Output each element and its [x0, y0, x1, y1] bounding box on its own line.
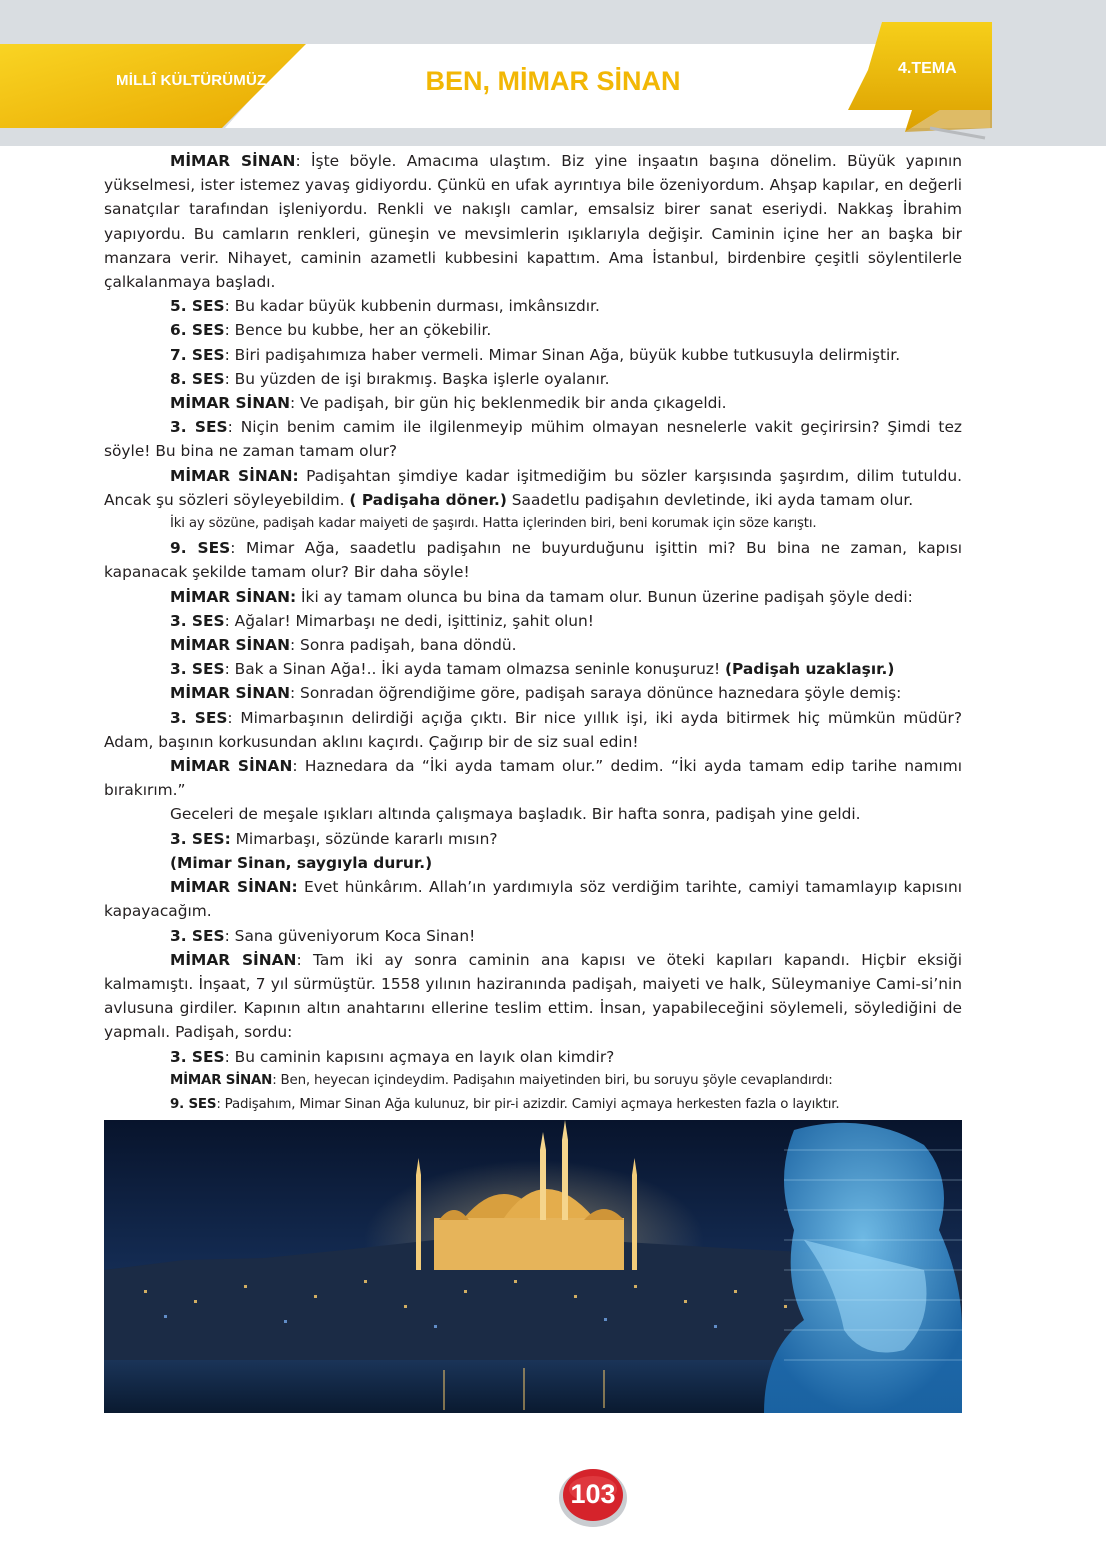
- paragraph: [104, 657, 962, 681]
- speaker: 3. SES: [170, 708, 228, 727]
- speaker: 9. SES: [170, 539, 231, 558]
- paragraph: [104, 512, 962, 536]
- line: : Ben, heyecan içindeydim. Padişahın maiyetinden biri, bu soruyu şöyle cevaplandırdı:: [272, 1072, 833, 1088]
- page-number: 103: [570, 1479, 616, 1509]
- speaker: MİMAR SİNAN: [170, 757, 293, 776]
- speaker: MİMAR SİNAN:: [170, 878, 298, 897]
- line: : Bak a Sinan Ağa!.. İki ayda tamam olmazsa seninle konuşuruz!: [224, 660, 726, 679]
- speaker: MİMAR SİNAN:: [170, 587, 297, 606]
- line: : Niçin benim camim ile ilgilenmeyip mühim olmayan nesnelerle vakit geçirirsin? Şimdi tez söyle! Bu bina ne zaman tamam olur?: [104, 418, 962, 461]
- paragraph: [104, 1069, 962, 1093]
- paragraph: [104, 536, 962, 584]
- paragraph: [104, 1045, 962, 1069]
- stage-direction: (Padişah uzaklaşır.): [725, 660, 895, 679]
- line: : Sana güveniyorum Koca Sinan!: [224, 926, 476, 945]
- line: : Sonra padişah, bana döndü.: [289, 636, 517, 655]
- paragraph: [104, 706, 962, 754]
- paragraph: [104, 149, 962, 294]
- speaker: MİMAR SİNAN: [170, 636, 290, 655]
- paragraph: [104, 318, 962, 342]
- speaker: MİMAR SİNAN: [170, 950, 297, 969]
- speaker: 3. SES:: [170, 829, 231, 848]
- paragraph: [104, 343, 962, 367]
- speaker: MİMAR SİNAN: [170, 684, 290, 703]
- speaker: 7. SES: [170, 345, 225, 364]
- line: : Bu kadar büyük kubbenin durması, imkânsızdır.: [224, 297, 600, 316]
- speaker: 3. SES: [170, 418, 228, 437]
- page-title: BEN, MİMAR SİNAN: [425, 66, 681, 96]
- line: : Tam iki ay sonra caminin ana kapısı ve öteki kapıları kapandı. Hiçbir eksiği kalmamıştı. İnşaat, 7 yıl sürmüştür. 1558 yılının haziranında padişah, maiyeti ve halk, Süleymaniye Cami-si’nin avlusuna girdiler. Kapının altın anahtarını ellerine teslim ettim. İnsan, yapabileceğini söylemeli, söylediğini de yapmalı. Padişah, sordu:: [104, 950, 962, 1042]
- stage-direction: (Mimar Sinan, saygıyla durur.): [170, 853, 433, 872]
- line: İki ay tamam olunca bu bina da tamam olur. Bunun üzerine padişah şöyle dedi:: [296, 587, 913, 606]
- line: : Haznedara da “İki ayda tamam olur.” dedim. “İki ayda tamam edip tarihe namımı bırakırım.”: [104, 757, 962, 800]
- line: : İşte böyle. Amacıma ulaştım. Biz yine inşaatın başına dönelim. Büyük yapının yükselmesi, ister istemez yavaş gidiyordu. Çünkü en ufak ayrıntıya bile özeniyordum. Ahşap kapılar, en değerli sanatçılar tarafından işleniyordu. Renkli ve nakışlı camlar, emsalsiz birer sanat eseriydi. Nakkaş İbrahim yapıyordu. Bu camların renkleri, güneşin ve mevsimlerin ışıklarıyla değişir. Caminin içine her an başka bir manzara verir. Nihayet, caminin azametli kubbesini kapattım. Ama İstanbul, birdenbire çeşitli söylentilerle çalkalanmaya başladı.: [104, 152, 963, 292]
- paragraph: [104, 1093, 962, 1117]
- page-number-badge: [557, 1464, 629, 1528]
- speaker: MİMAR SİNAN: [170, 152, 296, 170]
- paragraph: [104, 754, 962, 802]
- dialogue-text: [104, 149, 962, 1117]
- line: Padişahtan şimdiye kadar işitmediğim bu sözler karşısında şaşırdım, dilim tutuldu. Ancak şu sözleri söyleyebildim.: [104, 466, 963, 509]
- speaker: 6. SES: [170, 321, 225, 340]
- paragraph: [104, 633, 962, 657]
- paragraph: [104, 851, 962, 875]
- paragraph: [104, 391, 962, 415]
- paragraph: [104, 585, 962, 609]
- paragraph: [104, 681, 962, 705]
- theme-label: 4.TEMA: [898, 60, 957, 77]
- speaker: 3. SES: [170, 611, 225, 630]
- line: : Bu caminin kapısını açmaya en layık olan kimdir?: [224, 1047, 615, 1066]
- line: Evet hünkârım. Allah’ın yardımıyla söz verdiğim tarihte, camiyi tamamlayıp kapısını kapayacağım.: [104, 878, 962, 921]
- line: : Biri padişahımıza haber vermeli. Mimar Sinan Ağa, büyük kubbe tutkusuyla delirmiştir.: [224, 345, 901, 364]
- line: : Mimar Ağa, saadetlu padişahın ne buyurduğunu işittin mi? Bu bina ne zaman, kapısı kapanacak şekilde tamam olur? Bir daha söyle!: [104, 539, 962, 582]
- paragraph: [104, 924, 962, 948]
- paragraph: [104, 948, 962, 1045]
- line: : Bu yüzden de işi bırakmış. Başka işlerle oyalanır.: [224, 369, 610, 388]
- line: İki ay sözüne, padişah kadar maiyeti de şaşırdı. Hatta içlerinden biri, beni korumak için söze karıştı.: [170, 516, 817, 532]
- section-label: MİLLÎ KÜLTÜRÜMÜZ: [116, 72, 267, 89]
- mosque-illustration: [104, 1120, 962, 1413]
- paragraph: [104, 609, 962, 633]
- paragraph: [104, 415, 962, 463]
- speaker: 3. SES: [170, 926, 225, 945]
- paragraph: [104, 875, 962, 923]
- speaker: 9. SES: [170, 1096, 217, 1112]
- speaker: MİMAR SİNAN: [170, 394, 290, 413]
- paragraph: [104, 367, 962, 391]
- speaker: MİMAR SİNAN:: [170, 466, 299, 485]
- paragraph: [104, 802, 962, 826]
- paragraph: [104, 827, 962, 851]
- paragraph: [104, 464, 962, 512]
- speaker: 3. SES: [170, 660, 225, 679]
- stage-direction: ( Padişaha döner.): [349, 490, 507, 509]
- line: : Padişahım, Mimar Sinan Ağa kulunuz, bir pir-i azizdir. Camiyi açmaya herkesten fazla o layıktır.: [216, 1096, 840, 1112]
- line: Saadetlu padişahın devletinde, iki ayda tamam olur.: [506, 490, 914, 509]
- line: : Sonradan öğrendiğime göre, padişah saraya dönünce haznedara şöyle demiş:: [289, 684, 902, 703]
- mosque-night-photo: [104, 1120, 962, 1413]
- line: : Bence bu kubbe, her an çökebilir.: [224, 321, 492, 340]
- speaker: MİMAR SİNAN: [170, 1072, 273, 1088]
- line: : Ağalar! Mimarbaşı ne dedi, işittiniz, şahit olun!: [224, 611, 594, 630]
- line: : Mimarbaşının delirdiği açığa çıktı. Bir nice yıllık işi, iki ayda bitirmek hiç mümkün müdür? Adam, başının korkusundan aklını kaçırdı. Çağırıp bir de siz sual edin!: [104, 708, 962, 751]
- line: Mimarbaşı, sözünde kararlı mısın?: [230, 829, 498, 848]
- line: : Ve padişah, bir gün hiç beklenmedik bir anda çıkageldi.: [289, 394, 727, 413]
- line: Geceleri de meşale ışıkları altında çalışmaya başladık. Bir hafta sonra, padişah yine geldi.: [170, 805, 861, 824]
- speaker: 3. SES: [170, 1047, 225, 1066]
- paragraph: [104, 294, 962, 318]
- speaker: 8. SES: [170, 369, 225, 388]
- speaker: 5. SES: [170, 297, 225, 316]
